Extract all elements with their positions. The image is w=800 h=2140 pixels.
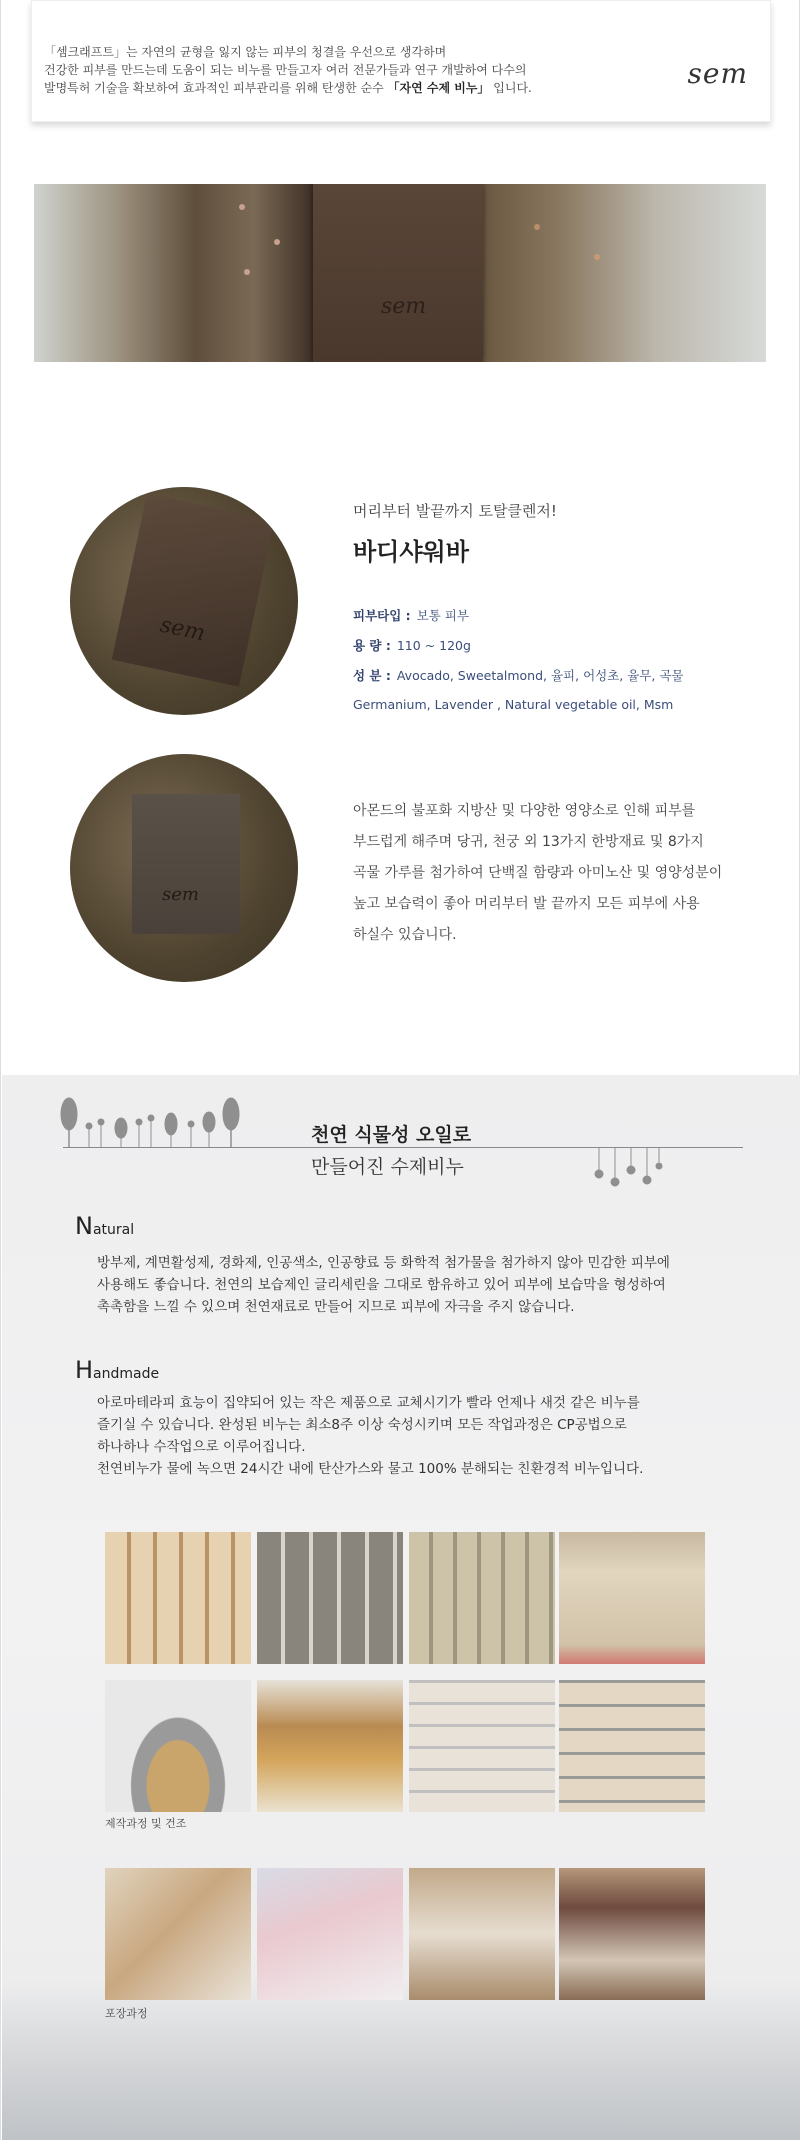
paragraph-line: 촉촉함을 느낄 수 있으며 천연재료로 만들어 지므로 피부에 자극을 주지 않습니다. [97, 1299, 575, 1315]
product-subtitle: 머리부터 발끝까지 토탈클렌저! [353, 502, 557, 520]
description-line: 아몬드의 불포화 지방산 및 다양한 영양소로 인해 피부를 [353, 803, 696, 819]
intro-brand-highlight: 「자연 수제 비누」 [387, 81, 490, 95]
hanging-beads-icon [593, 1148, 665, 1190]
handmade-heading-initial: H [75, 1356, 94, 1384]
intro-text-line-2: 건강한 피부를 만드는데 도움이 되는 비누를 만들고자 여러 전문가들과 연구 개발하여 다수의 [44, 63, 527, 77]
handmade-heading [75, 1356, 159, 1384]
caption-packaging: 포장과정 [105, 2007, 148, 2020]
sem-logo: sem [687, 57, 748, 90]
packaging-photo-gift-set [559, 1868, 705, 2000]
soap-bar-image [313, 184, 483, 362]
intro-card [31, 0, 771, 122]
spec-ingredients [353, 666, 684, 684]
product-description [353, 796, 733, 951]
soap-bar-image [112, 493, 275, 686]
intro-text-line-3-pre: 발명특허 기술을 확보하여 효과적인 피부관리를 위해 탄생한 순수 [44, 81, 388, 95]
herbal-soap-banner [34, 184, 766, 362]
paragraph-line: 방부제, 계면활성제, 경화제, 인공색소, 인공향료 등 화학적 첨가물을 첨가하지 않아 민감한 피부에 [97, 1255, 670, 1271]
paragraph-line: 천연비누가 물에 녹으면 24시간 내에 탄산가스와 물고 100% 분해되는 친환경적 비누입니다. [97, 1461, 644, 1477]
paragraph-line: 아로마테라피 효능이 집약되어 있는 작은 제품으로 교체시기가 빨라 언제나 새것 같은 비누를 [97, 1395, 640, 1411]
packaging-photo-gift-boxes [257, 1868, 403, 2000]
caption-production: 제작과정 및 건조 [105, 1817, 187, 1830]
flower-bud-decoration [239, 204, 245, 210]
tree-decoration-icon [59, 1092, 249, 1152]
paragraph-line: 즐기실 수 있습니다. 완성된 비누는 최소8주 이상 숙성시키며 모든 작업과정은 CP공법으로 [97, 1417, 627, 1433]
process-photo-soap-cut [105, 1532, 251, 1664]
spec-value: 보통 피부 [416, 608, 469, 623]
herb-decoration [534, 224, 540, 230]
handmade-text [97, 1392, 717, 1480]
intro-text-line-3 [44, 79, 532, 97]
soap-sem-logo: sem [162, 884, 199, 905]
process-photo-drying-rack [409, 1680, 555, 1812]
description-line: 곡물 가루를 첨가하여 단백질 함량과 아미노산 및 영양성분이 [353, 865, 723, 881]
section-heading-1: 천연 식물성 오일로 [311, 1124, 472, 1146]
natural-text [97, 1252, 717, 1318]
spec-label: 피부타입 : [353, 608, 411, 623]
spec-ingredients-cont: Germanium, Lavender , Natural vegetable oil, Msm [353, 697, 674, 712]
description-line: 부드럽게 해주며 당귀, 천궁 외 13가지 한방재료 및 8가지 [353, 834, 704, 850]
section-heading-2: 만들어진 수제비누 [311, 1156, 464, 1178]
intro-text-line-3-post: 입니다. [493, 81, 532, 95]
process-photo-molding [257, 1680, 403, 1812]
product-photo-2 [70, 754, 298, 982]
soap-sem-logo: sem [157, 612, 208, 647]
spec-value: 110 ~ 120g [396, 638, 471, 653]
product-title: 바디샤워바 [353, 538, 469, 566]
spec-skin-type [353, 606, 469, 624]
spec-label: 성 분 : [353, 668, 391, 683]
process-photo-soap-bars-dark [257, 1532, 403, 1664]
process-photo-curing-shelves [559, 1680, 705, 1812]
packaging-photo-wrapping [105, 1868, 251, 2000]
flower-bud-decoration [274, 239, 280, 245]
process-photo-soap-logs [409, 1532, 555, 1664]
soap-sem-logo: sem [381, 294, 427, 319]
natural-heading-initial: N [75, 1212, 93, 1240]
description-line: 높고 보습력이 좋아 머리부터 발 끝까지 모든 피부에 사용 [353, 896, 700, 912]
natural-heading [75, 1212, 134, 1240]
spec-weight [353, 636, 471, 654]
process-photo-pouring [105, 1680, 251, 1812]
packaging-photo-box-set [409, 1868, 555, 2000]
natural-heading-rest: atural [92, 1222, 135, 1238]
description-line: 하실수 있습니다. [353, 927, 457, 943]
soap-bar-image [132, 794, 240, 934]
flower-bud-decoration [244, 269, 250, 275]
process-photo-soap-block [559, 1532, 705, 1664]
handmade-heading-rest: andmade [93, 1366, 160, 1382]
herb-decoration [594, 254, 600, 260]
product-photo-1 [70, 487, 298, 715]
spec-value: Avocado, Sweetalmond, 율피, 어성초, 율무, 곡물 [396, 668, 684, 683]
paragraph-line: 하나하나 수작업으로 이루어집니다. [97, 1439, 306, 1455]
paragraph-line: 사용해도 좋습니다. 천연의 보습제인 글리세린을 그대로 함유하고 있어 피부에 보습막을 형성하여 [97, 1277, 666, 1293]
spec-label: 용 량 : [353, 638, 391, 653]
intro-text-line-1: 「셈크래프트」는 자연의 균형을 잃지 않는 피부의 청결을 우선으로 생각하며 [44, 45, 447, 59]
